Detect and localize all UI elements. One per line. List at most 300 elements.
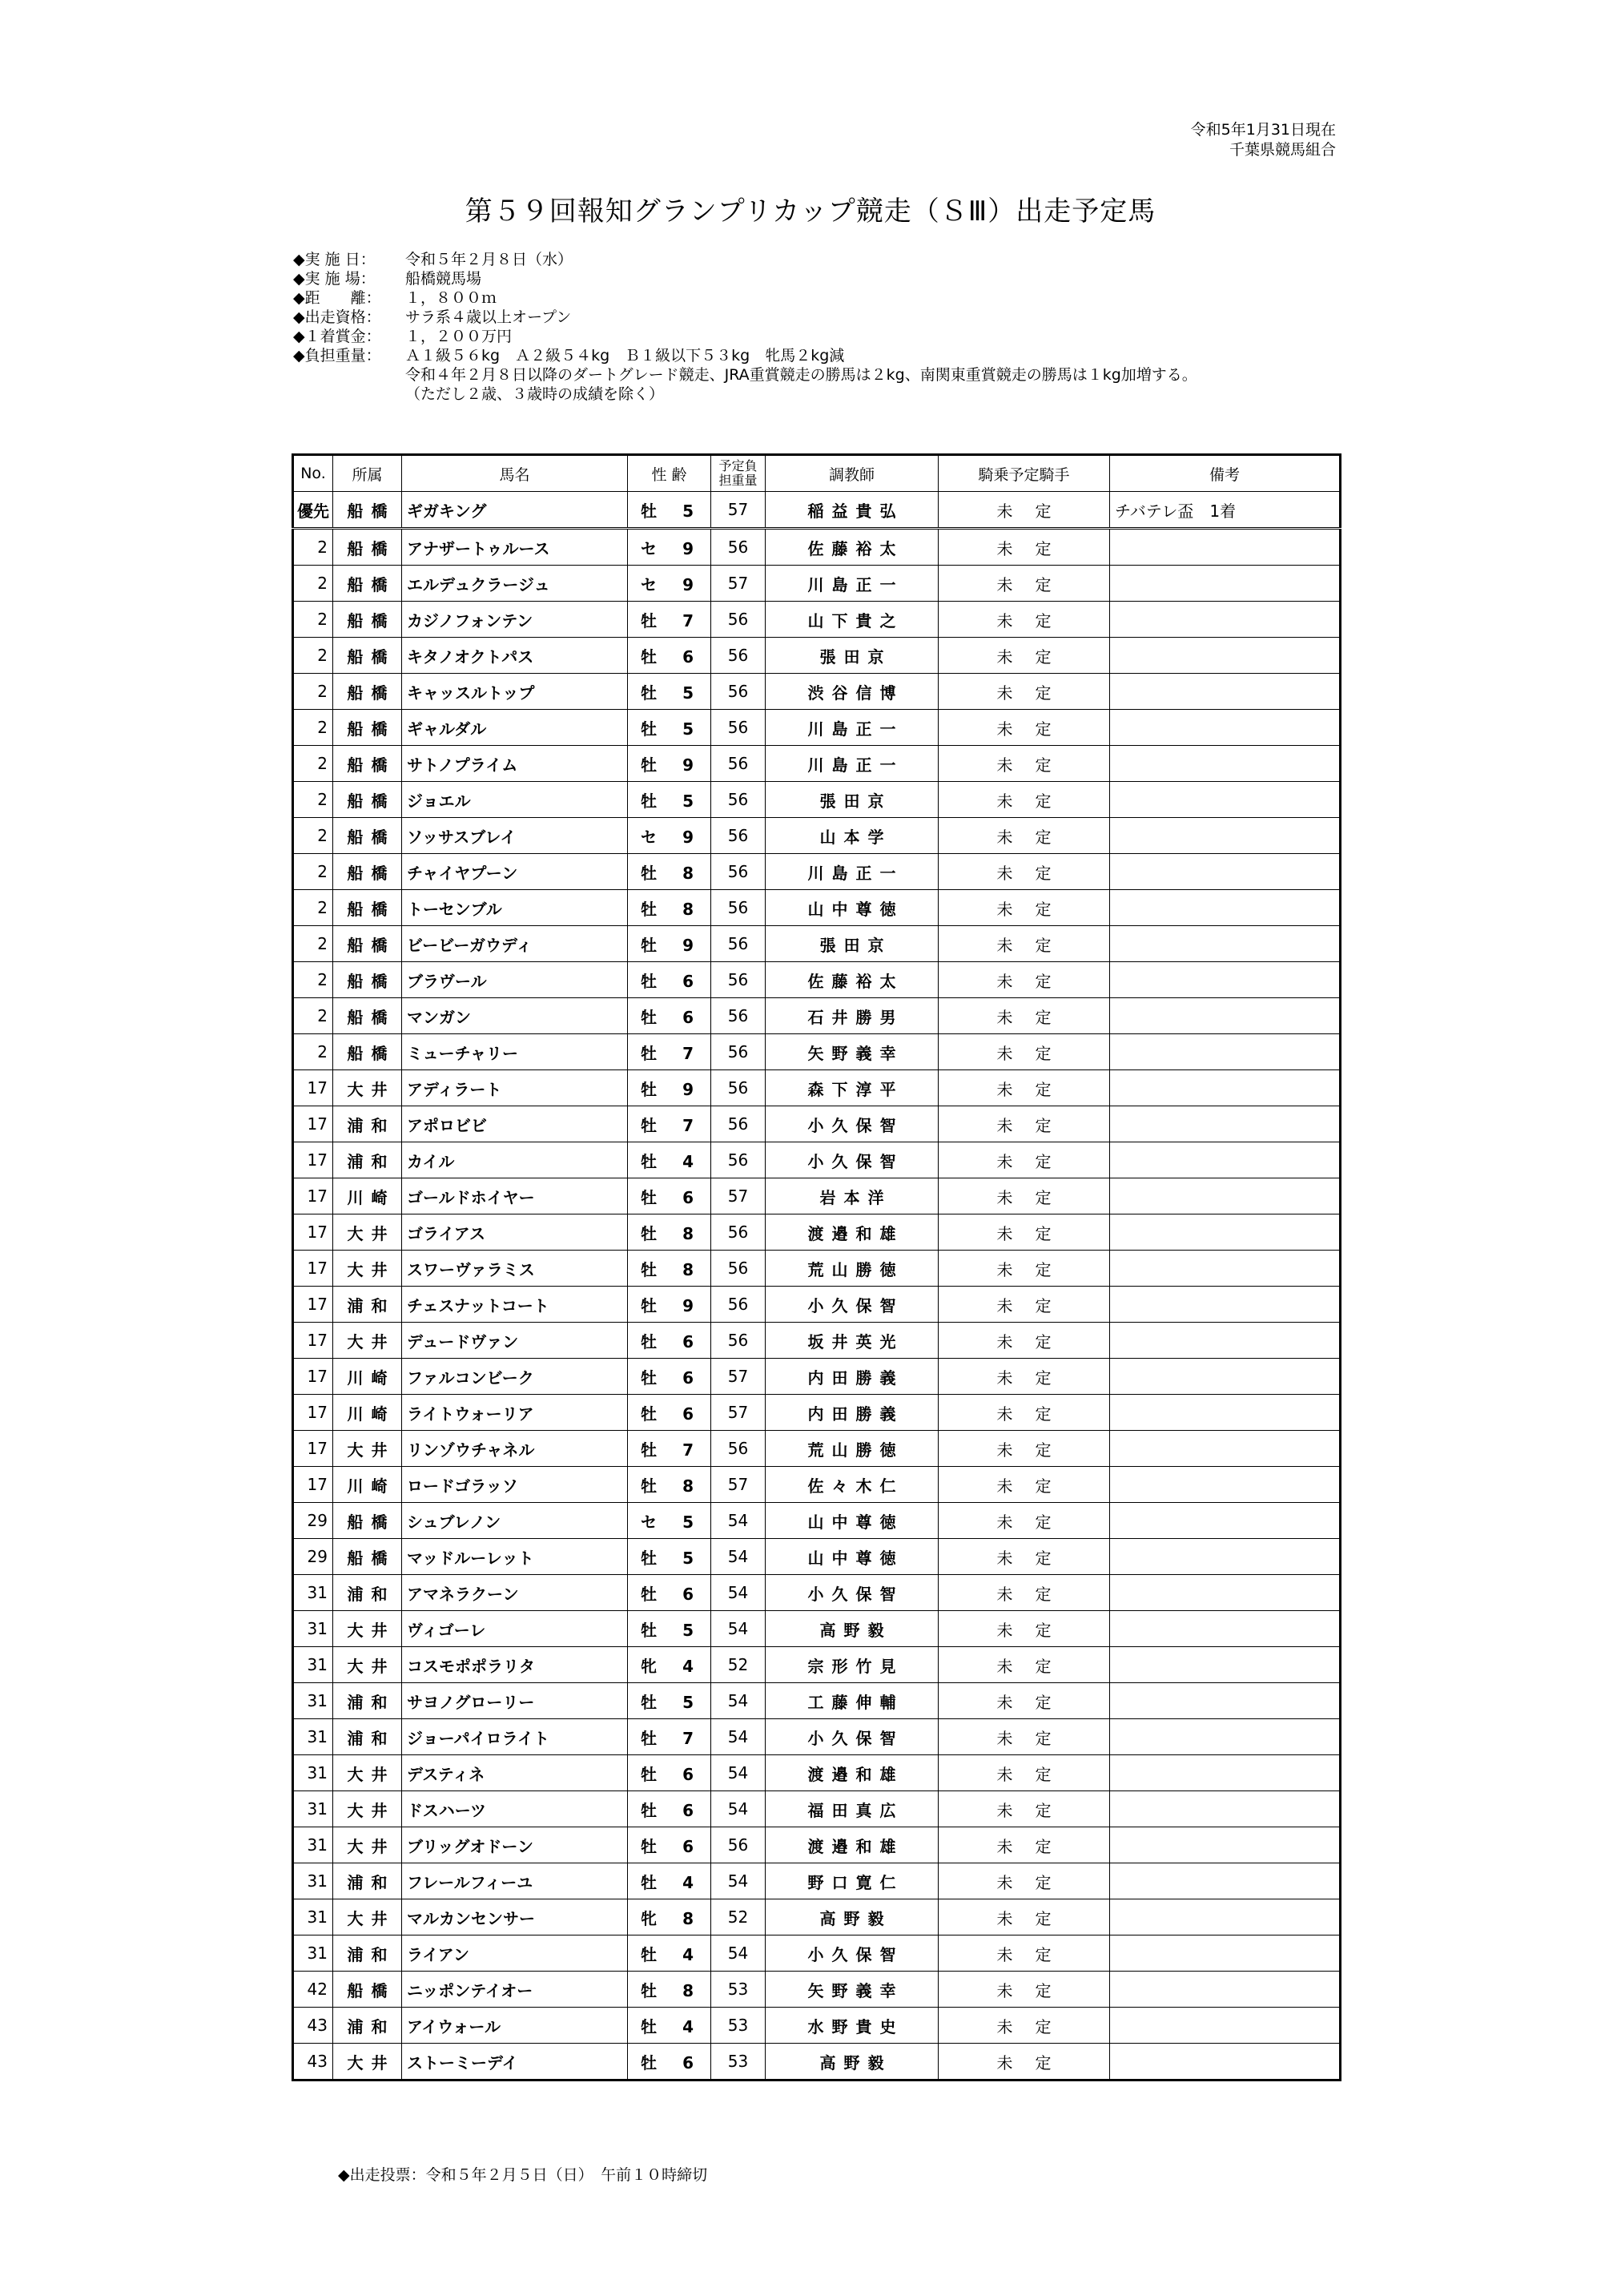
info-value: サラ系４歳以上オープン bbox=[405, 308, 572, 326]
sex-age bbox=[628, 854, 711, 890]
remarks bbox=[1110, 1719, 1341, 1755]
remarks bbox=[1110, 1287, 1341, 1323]
horse-name: ミューチャリー bbox=[402, 1034, 628, 1070]
table-row bbox=[293, 1142, 1341, 1178]
horse-name: アナザートゥルース bbox=[402, 529, 628, 566]
info-value: １，２００万円 bbox=[405, 328, 513, 345]
table-row bbox=[293, 1251, 1341, 1287]
jockey: 未定 bbox=[939, 1287, 1110, 1323]
remarks bbox=[1110, 1791, 1341, 1827]
header-weight bbox=[711, 455, 766, 492]
affiliation: 船橋 bbox=[333, 926, 402, 962]
horse-name: フレールフィーユ bbox=[402, 1863, 628, 1899]
trainer: 佐藤裕太 bbox=[766, 529, 939, 566]
sex: 牡 bbox=[641, 647, 657, 667]
remarks bbox=[1110, 1106, 1341, 1142]
horse-name: ブラヴール bbox=[402, 962, 628, 998]
horse-name: ギガキング bbox=[402, 492, 628, 529]
weight: 53 bbox=[711, 2008, 766, 2044]
sex-age bbox=[628, 1287, 711, 1323]
jockey: 未定 bbox=[939, 1142, 1110, 1178]
sex: 牡 bbox=[641, 1223, 657, 1243]
horse-name: スワーヴァラミス bbox=[402, 1251, 628, 1287]
sex-age bbox=[628, 674, 711, 710]
age: 4 bbox=[682, 1872, 694, 1892]
table-row bbox=[293, 1611, 1341, 1647]
horse-name: サトノプライム bbox=[402, 746, 628, 782]
header-no: No. bbox=[293, 455, 333, 492]
sex-age bbox=[628, 1755, 711, 1791]
table-row bbox=[293, 818, 1341, 854]
remarks bbox=[1110, 818, 1341, 854]
remarks bbox=[1110, 1899, 1341, 1935]
sex: セ bbox=[641, 827, 657, 847]
jockey: 未定 bbox=[939, 1323, 1110, 1359]
trainer: 川島正一 bbox=[766, 710, 939, 746]
entry-no: 17 bbox=[293, 1070, 333, 1106]
table-row bbox=[293, 2008, 1341, 2044]
jockey: 未定 bbox=[939, 1647, 1110, 1683]
jockey: 未定 bbox=[939, 1683, 1110, 1719]
entry-no: 2 bbox=[293, 818, 333, 854]
jockey: 未定 bbox=[939, 1106, 1110, 1142]
jockey: 未定 bbox=[939, 818, 1110, 854]
jockey: 未定 bbox=[939, 1791, 1110, 1827]
affiliation: 船橋 bbox=[333, 746, 402, 782]
remarks bbox=[1110, 1467, 1341, 1503]
sex: 牡 bbox=[641, 755, 657, 775]
age: 9 bbox=[682, 755, 694, 775]
sex: 牡 bbox=[641, 1476, 657, 1496]
weight: 54 bbox=[711, 1611, 766, 1647]
table-row bbox=[293, 1683, 1341, 1719]
remarks bbox=[1110, 1935, 1341, 1972]
weight: 56 bbox=[711, 1827, 766, 1863]
weight: 54 bbox=[711, 1575, 766, 1611]
horse-name: カイル bbox=[402, 1142, 628, 1178]
trainer: 工藤伸輔 bbox=[766, 1683, 939, 1719]
sex: 牡 bbox=[641, 1007, 657, 1027]
horse-name: キャッスルトップ bbox=[402, 674, 628, 710]
info-value: １，８００ｍ bbox=[405, 289, 497, 307]
age: 6 bbox=[682, 971, 694, 991]
sex-age bbox=[628, 638, 711, 674]
page-title: 第５９回報知グランプリカップ競走（ＳⅢ）出走予定馬 bbox=[465, 195, 1156, 228]
affiliation: 船橋 bbox=[333, 854, 402, 890]
weight: 56 bbox=[711, 1431, 766, 1467]
sex: 牡 bbox=[641, 1079, 657, 1099]
sex: 牡 bbox=[641, 1944, 657, 1964]
sex: 牡 bbox=[641, 935, 657, 955]
table-row bbox=[293, 1034, 1341, 1070]
sex: 牡 bbox=[641, 610, 657, 630]
sex-age bbox=[628, 2008, 711, 2044]
sex: 牡 bbox=[641, 1404, 657, 1424]
table-row bbox=[293, 1791, 1341, 1827]
weight: 52 bbox=[711, 1647, 766, 1683]
weight: 53 bbox=[711, 1972, 766, 2008]
trainer: 小久保智 bbox=[766, 1106, 939, 1142]
affiliation: 浦和 bbox=[333, 1719, 402, 1755]
weight: 52 bbox=[711, 1899, 766, 1935]
table-row bbox=[293, 1755, 1341, 1791]
table-row bbox=[293, 782, 1341, 818]
trainer: 野口寛仁 bbox=[766, 1863, 939, 1899]
jockey: 未定 bbox=[939, 1719, 1110, 1755]
jockey: 未定 bbox=[939, 1827, 1110, 1863]
sex-age bbox=[628, 710, 711, 746]
horse-name: コスモポポラリタ bbox=[402, 1647, 628, 1683]
age: 8 bbox=[682, 899, 694, 919]
trainer: 内田勝義 bbox=[766, 1359, 939, 1395]
info-row bbox=[293, 346, 1197, 365]
horse-name: マッドルーレット bbox=[402, 1539, 628, 1575]
trainer: 森下淳平 bbox=[766, 1070, 939, 1106]
trainer: 荒山勝徳 bbox=[766, 1251, 939, 1287]
remarks bbox=[1110, 1431, 1341, 1467]
age: 7 bbox=[682, 1728, 694, 1748]
remarks bbox=[1110, 962, 1341, 998]
weight: 56 bbox=[711, 854, 766, 890]
table-header-row bbox=[293, 455, 1341, 492]
remarks bbox=[1110, 1395, 1341, 1431]
weight: 54 bbox=[711, 1755, 766, 1791]
affiliation: 大井 bbox=[333, 1827, 402, 1863]
table-row bbox=[293, 1935, 1341, 1972]
remarks bbox=[1110, 1539, 1341, 1575]
sex: 牡 bbox=[641, 1331, 657, 1351]
trainer: 川島正一 bbox=[766, 566, 939, 602]
entry-no: 43 bbox=[293, 2044, 333, 2080]
trainer: 荒山勝徳 bbox=[766, 1431, 939, 1467]
remarks bbox=[1110, 1972, 1341, 2008]
affiliation: 大井 bbox=[333, 1755, 402, 1791]
affiliation: 船橋 bbox=[333, 638, 402, 674]
trainer: 高野毅 bbox=[766, 2044, 939, 2080]
table-row bbox=[293, 1719, 1341, 1755]
weight: 57 bbox=[711, 1178, 766, 1214]
sex: 牡 bbox=[641, 1980, 657, 2000]
sex-age bbox=[628, 1899, 711, 1935]
table-row bbox=[293, 1106, 1341, 1142]
sex: 牡 bbox=[641, 791, 657, 811]
header-sex-age: 性 齢 bbox=[628, 455, 711, 492]
sex: 牡 bbox=[641, 1368, 657, 1388]
entry-no: 優先 bbox=[293, 492, 333, 529]
trainer: 渋谷信博 bbox=[766, 674, 939, 710]
sex-age bbox=[628, 602, 711, 638]
remarks bbox=[1110, 1827, 1341, 1863]
horse-name: ストーミーデイ bbox=[402, 2044, 628, 2080]
info-label: ◆距 離： bbox=[293, 289, 381, 307]
remarks bbox=[1110, 1647, 1341, 1683]
entry-no: 17 bbox=[293, 1106, 333, 1142]
affiliation: 船橋 bbox=[333, 566, 402, 602]
affiliation: 浦和 bbox=[333, 1106, 402, 1142]
sex: 牡 bbox=[641, 1295, 657, 1315]
table-row bbox=[293, 1647, 1341, 1683]
entry-no: 31 bbox=[293, 1719, 333, 1755]
jockey: 未定 bbox=[939, 1214, 1110, 1251]
affiliation: 川崎 bbox=[333, 1395, 402, 1431]
trainer: 石井勝男 bbox=[766, 998, 939, 1034]
sex: 牡 bbox=[641, 719, 657, 739]
jockey: 未定 bbox=[939, 2008, 1110, 2044]
jockey: 未定 bbox=[939, 1251, 1110, 1287]
table-row bbox=[293, 1467, 1341, 1503]
entry-deadline: ◆出走投票：令和５年２月５日（日） 午前１０時締切 bbox=[338, 2166, 708, 2184]
jockey: 未定 bbox=[939, 1034, 1110, 1070]
sex: 牡 bbox=[641, 1800, 657, 1820]
remarks bbox=[1110, 890, 1341, 926]
table-row bbox=[293, 962, 1341, 998]
weight: 56 bbox=[711, 1214, 766, 1251]
sex: 牡 bbox=[641, 1548, 657, 1568]
sex-age bbox=[628, 1935, 711, 1972]
sex: 牡 bbox=[641, 1259, 657, 1279]
jockey: 未定 bbox=[939, 1431, 1110, 1467]
trainer: 川島正一 bbox=[766, 746, 939, 782]
sex-age bbox=[628, 1683, 711, 1719]
info-note: 令和４年２月８日以降のダートグレード競走、JRA重賞競走の勝馬は２kg、南関東重賞競走の勝馬は１kg加増する。 bbox=[405, 366, 1197, 384]
entry-no: 29 bbox=[293, 1503, 333, 1539]
weight: 56 bbox=[711, 1070, 766, 1106]
jockey: 未定 bbox=[939, 998, 1110, 1034]
sex: 牡 bbox=[641, 1728, 657, 1748]
jockey: 未定 bbox=[939, 1935, 1110, 1972]
affiliation: 船橋 bbox=[333, 1539, 402, 1575]
jockey: 未定 bbox=[939, 1359, 1110, 1395]
affiliation: 大井 bbox=[333, 1899, 402, 1935]
entry-no: 31 bbox=[293, 1935, 333, 1972]
affiliation: 浦和 bbox=[333, 1683, 402, 1719]
trainer: 張田京 bbox=[766, 926, 939, 962]
table-row bbox=[293, 529, 1341, 566]
sex: セ bbox=[641, 1512, 657, 1532]
sex-age bbox=[628, 1827, 711, 1863]
sex-age bbox=[628, 1142, 711, 1178]
sex-age bbox=[628, 529, 711, 566]
horse-name: デュードヴァン bbox=[402, 1323, 628, 1359]
horse-name: アポロビビ bbox=[402, 1106, 628, 1142]
remarks bbox=[1110, 1034, 1341, 1070]
trainer: 稲益貴弘 bbox=[766, 492, 939, 529]
trainer: 山中尊徳 bbox=[766, 1539, 939, 1575]
sex: 牡 bbox=[641, 1440, 657, 1460]
jockey: 未定 bbox=[939, 602, 1110, 638]
weight: 56 bbox=[711, 1251, 766, 1287]
weight: 56 bbox=[711, 710, 766, 746]
remarks bbox=[1110, 1214, 1341, 1251]
remarks bbox=[1110, 602, 1341, 638]
affiliation: 浦和 bbox=[333, 1935, 402, 1972]
sex: 牡 bbox=[641, 971, 657, 991]
sex-age bbox=[628, 1251, 711, 1287]
table-row bbox=[293, 566, 1341, 602]
trainer: 山中尊徳 bbox=[766, 890, 939, 926]
sex-age bbox=[628, 1178, 711, 1214]
remarks bbox=[1110, 926, 1341, 962]
remarks bbox=[1110, 1178, 1341, 1214]
jockey: 未定 bbox=[939, 1611, 1110, 1647]
trainer: 張田京 bbox=[766, 782, 939, 818]
remarks bbox=[1110, 1503, 1341, 1539]
weight: 54 bbox=[711, 1539, 766, 1575]
age: 8 bbox=[682, 1259, 694, 1279]
age: 7 bbox=[682, 610, 694, 630]
horse-name: ロードゴラッソ bbox=[402, 1467, 628, 1503]
trainer: 高野毅 bbox=[766, 1899, 939, 1935]
jockey: 未定 bbox=[939, 710, 1110, 746]
table-row bbox=[293, 1070, 1341, 1106]
jockey: 未定 bbox=[939, 1972, 1110, 2008]
age: 4 bbox=[682, 2016, 694, 2036]
weight: 56 bbox=[711, 529, 766, 566]
table-row bbox=[293, 2044, 1341, 2080]
affiliation: 大井 bbox=[333, 1791, 402, 1827]
jockey: 未定 bbox=[939, 2044, 1110, 2080]
age: 8 bbox=[682, 1223, 694, 1243]
age: 6 bbox=[682, 1187, 694, 1207]
sex-age bbox=[628, 1214, 711, 1251]
affiliation: 船橋 bbox=[333, 674, 402, 710]
affiliation: 船橋 bbox=[333, 782, 402, 818]
sex-age bbox=[628, 998, 711, 1034]
sex: 牡 bbox=[641, 1872, 657, 1892]
entry-no: 31 bbox=[293, 1899, 333, 1935]
entry-no: 17 bbox=[293, 1214, 333, 1251]
table-row bbox=[293, 1431, 1341, 1467]
weight: 56 bbox=[711, 998, 766, 1034]
weight: 56 bbox=[711, 818, 766, 854]
weight: 57 bbox=[711, 566, 766, 602]
horse-name: チェスナットコート bbox=[402, 1287, 628, 1323]
remarks: チバテレ盃 1着 bbox=[1110, 492, 1341, 529]
sex-age bbox=[628, 1863, 711, 1899]
affiliation: 川崎 bbox=[333, 1467, 402, 1503]
remarks bbox=[1110, 529, 1341, 566]
entries-table bbox=[292, 453, 1341, 2081]
jockey: 未定 bbox=[939, 854, 1110, 890]
remarks bbox=[1110, 854, 1341, 890]
affiliation: 船橋 bbox=[333, 1503, 402, 1539]
affiliation: 船橋 bbox=[333, 529, 402, 566]
age: 5 bbox=[682, 791, 694, 811]
horse-name: ドスハーツ bbox=[402, 1791, 628, 1827]
jockey: 未定 bbox=[939, 890, 1110, 926]
jockey: 未定 bbox=[939, 746, 1110, 782]
jockey: 未定 bbox=[939, 962, 1110, 998]
age: 6 bbox=[682, 1007, 694, 1027]
entry-no: 29 bbox=[293, 1539, 333, 1575]
jockey: 未定 bbox=[939, 782, 1110, 818]
entry-no: 17 bbox=[293, 1178, 333, 1214]
horse-name: ライトウォーリア bbox=[402, 1395, 628, 1431]
table-row bbox=[293, 1972, 1341, 2008]
affiliation: 浦和 bbox=[333, 1575, 402, 1611]
trainer: 山本学 bbox=[766, 818, 939, 854]
sex: 牡 bbox=[641, 1043, 657, 1063]
header-remarks: 備考 bbox=[1110, 455, 1341, 492]
sex-age bbox=[628, 1359, 711, 1395]
table-row bbox=[293, 710, 1341, 746]
horse-name: ソッサスブレイ bbox=[402, 818, 628, 854]
age: 4 bbox=[682, 1656, 694, 1676]
table-row bbox=[293, 1863, 1341, 1899]
affiliation: 船橋 bbox=[333, 998, 402, 1034]
trainer: 渡邉和雄 bbox=[766, 1214, 939, 1251]
affiliation: 浦和 bbox=[333, 1142, 402, 1178]
weight: 54 bbox=[711, 1503, 766, 1539]
entry-no: 31 bbox=[293, 1755, 333, 1791]
sex-age bbox=[628, 1323, 711, 1359]
remarks bbox=[1110, 2008, 1341, 2044]
age: 6 bbox=[682, 1368, 694, 1388]
trainer: 小久保智 bbox=[766, 1575, 939, 1611]
entry-no: 17 bbox=[293, 1251, 333, 1287]
info-row bbox=[293, 308, 1197, 327]
sex: 牡 bbox=[641, 1584, 657, 1604]
affiliation: 大井 bbox=[333, 1251, 402, 1287]
info-row bbox=[293, 250, 1197, 269]
header-weight-text: 予定負担重量 bbox=[718, 458, 758, 488]
age: 9 bbox=[682, 574, 694, 594]
table-row bbox=[293, 492, 1341, 529]
trainer: 小久保智 bbox=[766, 1142, 939, 1178]
info-value: 令和５年２月８日（水） bbox=[405, 251, 573, 268]
sex: セ bbox=[641, 574, 657, 594]
weight: 56 bbox=[711, 890, 766, 926]
entry-no: 43 bbox=[293, 2008, 333, 2044]
info-note: （ただし２歳、３歳時の成績を除く） bbox=[405, 385, 665, 403]
table-row bbox=[293, 998, 1341, 1034]
age: 7 bbox=[682, 1440, 694, 1460]
trainer: 水野貴史 bbox=[766, 2008, 939, 2044]
age: 9 bbox=[682, 538, 694, 558]
sex-age bbox=[628, 1503, 711, 1539]
table-row bbox=[293, 1287, 1341, 1323]
entry-no: 17 bbox=[293, 1431, 333, 1467]
sex-age bbox=[628, 1972, 711, 2008]
table-row bbox=[293, 854, 1341, 890]
remarks bbox=[1110, 746, 1341, 782]
remarks bbox=[1110, 1575, 1341, 1611]
table-row bbox=[293, 1575, 1341, 1611]
age: 8 bbox=[682, 863, 694, 883]
affiliation: 船橋 bbox=[333, 492, 402, 529]
entry-no: 17 bbox=[293, 1467, 333, 1503]
entry-no: 2 bbox=[293, 890, 333, 926]
weight: 57 bbox=[711, 1395, 766, 1431]
trainer: 内田勝義 bbox=[766, 1395, 939, 1431]
horse-name: サヨノグローリー bbox=[402, 1683, 628, 1719]
entry-no: 31 bbox=[293, 1611, 333, 1647]
weight: 54 bbox=[711, 1719, 766, 1755]
entry-no: 31 bbox=[293, 1863, 333, 1899]
weight: 54 bbox=[711, 1683, 766, 1719]
entry-no: 17 bbox=[293, 1142, 333, 1178]
affiliation: 大井 bbox=[333, 1070, 402, 1106]
sex-age bbox=[628, 926, 711, 962]
entry-no: 2 bbox=[293, 710, 333, 746]
table-row bbox=[293, 1214, 1341, 1251]
horse-name: ビービーガウディ bbox=[402, 926, 628, 962]
horse-name: ジョエル bbox=[402, 782, 628, 818]
horse-name: キタノオクトパス bbox=[402, 638, 628, 674]
horse-name: デスティネ bbox=[402, 1755, 628, 1791]
sex-age bbox=[628, 782, 711, 818]
affiliation: 大井 bbox=[333, 1431, 402, 1467]
